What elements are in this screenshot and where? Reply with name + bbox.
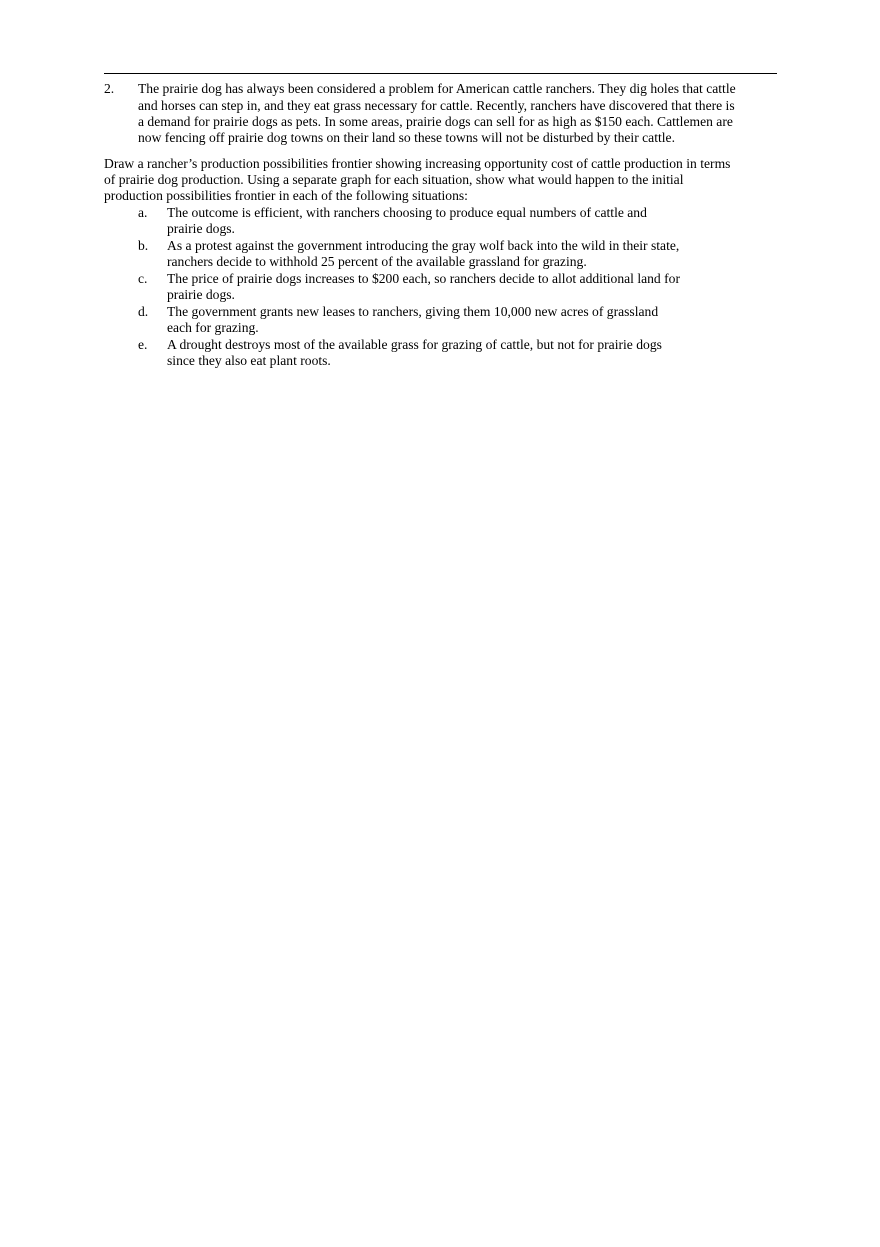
list-item-text: since they also eat plant roots.	[167, 353, 331, 368]
list-item-text: prairie dogs.	[167, 221, 235, 236]
list-item-text: ranchers decide to withhold 25 percent of the available grassland for grazing.	[167, 254, 587, 269]
list-item-text: The outcome is efficient, with ranchers choosing to produce equal numbers of cattle and	[167, 205, 647, 220]
question-text-line: The prairie dog has always been considered a problem for American cattle ranchers. They dig holes that cattle	[138, 81, 736, 96]
list-item-marker: b.	[138, 238, 149, 253]
list-item-text: The price of prairie dogs increases to $200 each, so ranchers decide to allot additional land for	[167, 271, 680, 286]
list-item-marker: e.	[138, 337, 148, 352]
list-item-text: prairie dogs.	[167, 287, 235, 302]
header-rule	[104, 73, 777, 74]
question-number: 2.	[104, 81, 115, 96]
list-item-marker: c.	[138, 271, 148, 286]
list-item-text: As a protest against the government introducing the gray wolf back into the wild in their state,	[167, 238, 680, 253]
question-text-line: a demand for prairie dogs as pets. In some areas, prairie dogs can sell for as high as $150 each. Cattlemen are	[138, 114, 733, 129]
question-text-line: now fencing off prairie dog towns on their land so these towns will not be disturbed by their cattle.	[138, 130, 675, 145]
instructions-line: Draw a rancher’s production possibilities frontier showing increasing opportunity cost of cattle production in terms	[104, 156, 731, 171]
instructions-line: production possibilities frontier in each of the following situations:	[104, 188, 468, 203]
list-item-marker: d.	[138, 304, 149, 319]
list-item-text: each for grazing.	[167, 320, 259, 335]
instructions-line: of prairie dog production. Using a separate graph for each situation, show what would happen to the initial	[104, 172, 684, 187]
list-item-text: The government grants new leases to ranchers, giving them 10,000 new acres of grassland	[167, 304, 659, 319]
list-item-text: A drought destroys most of the available grass for grazing of cattle, but not for prairie dogs	[167, 337, 662, 352]
list-item-marker: a.	[138, 205, 148, 220]
question-text-line: and horses can step in, and they eat grass necessary for cattle. Recently, ranchers have discovered that there is	[138, 98, 735, 113]
